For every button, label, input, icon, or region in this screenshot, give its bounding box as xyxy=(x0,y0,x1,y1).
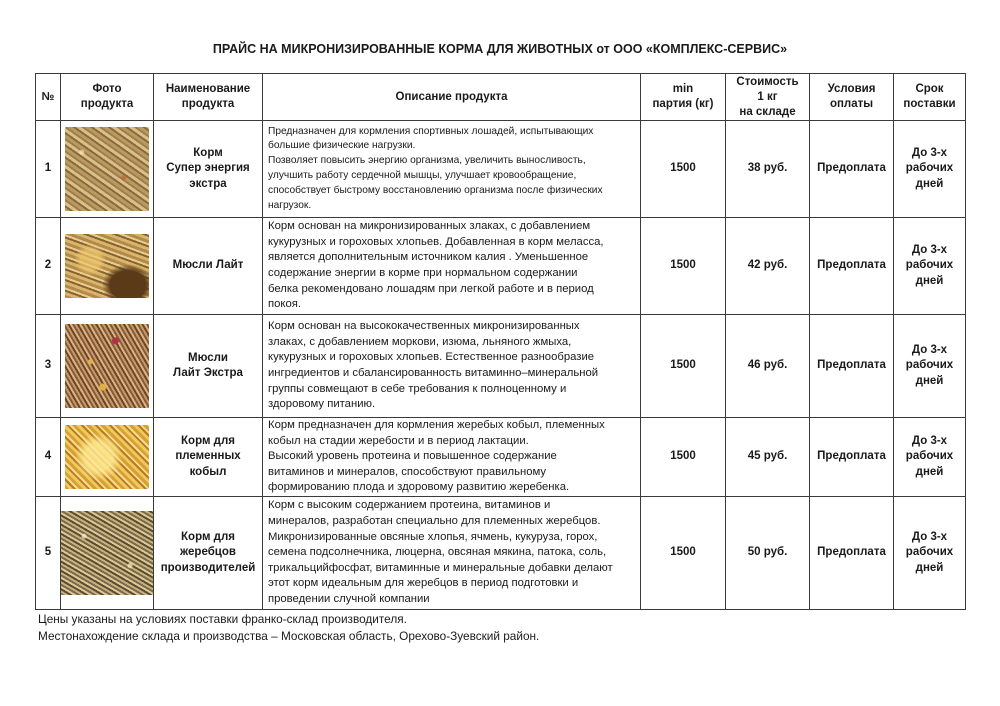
product-photo-cell xyxy=(61,121,154,218)
price-table xyxy=(35,73,966,610)
header-payment: Условия оплаты xyxy=(810,74,894,121)
header-name: Наименование продукта xyxy=(154,74,263,121)
min-batch-value: 1500 xyxy=(641,497,726,610)
product-photo-cell xyxy=(61,315,154,418)
header-min-batch: min партия (кг) xyxy=(641,74,726,121)
product-description: Предназначен для кормления спортивных лошадей, испытывающих большие физические нагрузки. Позволяет повысить энергию организма, увеличить выносливость, улучшить работу сердечной мышцы, улучшает кровообращение, способствует быстрому восстановлению организма после физических нагрузок. xyxy=(263,121,641,218)
header-delivery: Срок поставки xyxy=(894,74,966,121)
feed-photo-icon xyxy=(65,234,149,298)
header-price: Стоимость 1 кг на складе xyxy=(726,74,810,121)
product-description: Корм с высоким содержанием протеина, витаминов и минералов, разработан специально для племенных жеребцов. Микронизированные овсяные хлопья, ячмень, кукуруза, горох, семена подсолнечника, люцерна, овсяная мякина, патока, соль, трикальцийфосфат, витаминные и минеральные добавки делают этот корм идеальным для жеребцов в период подготовки и проведении случной компании xyxy=(263,497,641,610)
payment-terms: Предоплата xyxy=(810,218,894,315)
min-batch-value: 1500 xyxy=(641,315,726,418)
product-description: Корм основан на микронизированных злаках, с добавлением кукурузных и гороховых хлопьев. Добавленная в корм меласса, является дополнительным источником калия . Уменьшенное содержание энергии в корме при нормальном содержании белка рекомендовано лошадям при легкой работе и в период покоя. xyxy=(263,218,641,315)
product-description: Корм основан на высококачественных микронизированных злаках, с добавлением моркови, изюма, льняного жмыха, кукурузных и гороховых хлопьев. Естественное разнообразие ингредиентов и сбалансированность витаминно–минеральной группы совмещают в себе требования к полноценному и здоровому питанию. xyxy=(263,315,641,418)
product-name: Корм Супер энергия экстра xyxy=(154,121,263,218)
delivery-time: До 3-х рабочих дней xyxy=(894,497,966,610)
price-value: 38 руб. xyxy=(726,121,810,218)
table-row xyxy=(36,218,966,315)
feed-photo-icon xyxy=(65,324,149,408)
price-value: 50 руб. xyxy=(726,497,810,610)
min-batch-value: 1500 xyxy=(641,121,726,218)
product-name: Мюсли Лайт Экстра xyxy=(154,315,263,418)
row-num: 2 xyxy=(36,218,61,315)
product-name: Корм для племенных кобыл xyxy=(154,418,263,497)
table-row xyxy=(36,497,966,610)
payment-terms: Предоплата xyxy=(810,418,894,497)
product-photo-cell xyxy=(61,497,154,610)
product-name: Мюсли Лайт xyxy=(154,218,263,315)
product-photo-cell xyxy=(61,418,154,497)
document-title: ПРАЙС НА МИКРОНИЗИРОВАННЫЕ КОРМА ДЛЯ ЖИВОТНЫХ от ООО «КОМПЛЕКС-СЕРВИС» xyxy=(212,42,788,56)
feed-photo-icon xyxy=(65,127,149,211)
feed-photo-icon xyxy=(65,425,149,489)
footer-note-location: Местонахождение склада и производства – Московская область, Орехово-Зуевский район. xyxy=(38,629,540,643)
table-header-row xyxy=(36,74,966,121)
payment-terms: Предоплата xyxy=(810,121,894,218)
product-name: Корм для жеребцов производителей xyxy=(154,497,263,610)
header-photo: Фото продукта xyxy=(61,74,154,121)
header-description: Описание продукта xyxy=(263,74,641,121)
table-row xyxy=(36,315,966,418)
min-batch-value: 1500 xyxy=(641,418,726,497)
row-num: 3 xyxy=(36,315,61,418)
table-row xyxy=(36,418,966,497)
row-num: 4 xyxy=(36,418,61,497)
product-photo-cell xyxy=(61,218,154,315)
delivery-time: До 3-х рабочих дней xyxy=(894,418,966,497)
delivery-time: До 3-х рабочих дней xyxy=(894,218,966,315)
min-batch-value: 1500 xyxy=(641,218,726,315)
feed-photo-icon xyxy=(61,511,153,595)
row-num: 1 xyxy=(36,121,61,218)
price-value: 42 руб. xyxy=(726,218,810,315)
row-num: 5 xyxy=(36,497,61,610)
payment-terms: Предоплата xyxy=(810,315,894,418)
table-row xyxy=(36,121,966,218)
price-value: 45 руб. xyxy=(726,418,810,497)
footer-note-delivery-terms: Цены указаны на условиях поставки франко-склад производителя. xyxy=(38,612,407,626)
header-num: № xyxy=(36,74,61,121)
payment-terms: Предоплата xyxy=(810,497,894,610)
delivery-time: До 3-х рабочих дней xyxy=(894,315,966,418)
delivery-time: До 3-х рабочих дней xyxy=(894,121,966,218)
product-description: Корм предназначен для кормления жеребых кобыл, племенных кобыл на стадии жеребости и в период лактации. Высокий уровень протеина и повышенное содержание витаминов и минералов, способствуют правильному формированию плода и здоровому развитию жеребенка. xyxy=(263,418,641,497)
price-value: 46 руб. xyxy=(726,315,810,418)
